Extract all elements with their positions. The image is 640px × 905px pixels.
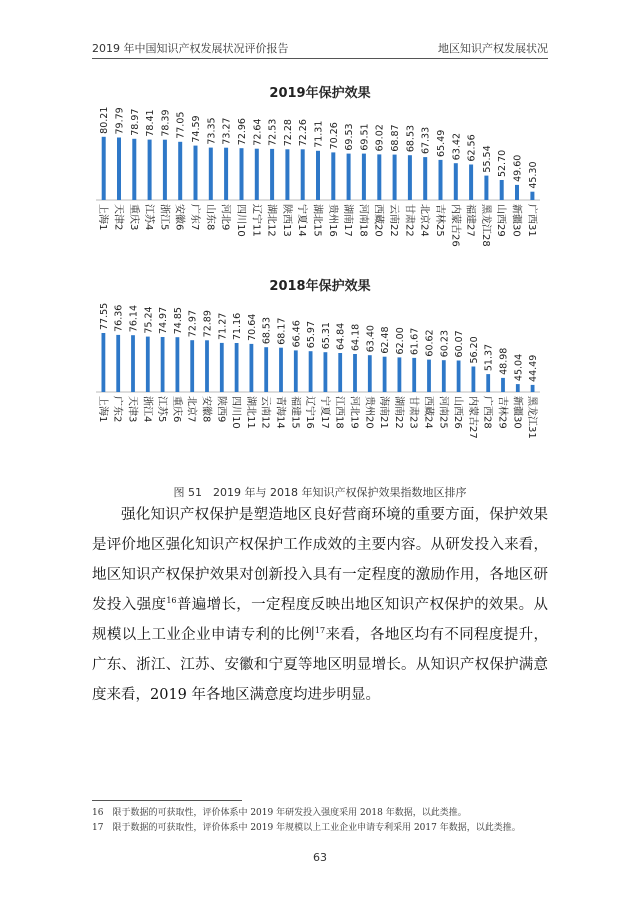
bar — [486, 374, 490, 392]
bar — [472, 367, 476, 393]
category-label: 安徽8 — [200, 396, 212, 423]
data-label: 45.30 — [527, 161, 539, 189]
bar — [220, 343, 224, 392]
chart-2018-protection-effect — [88, 292, 548, 462]
bar — [117, 138, 121, 201]
bar — [331, 152, 335, 200]
bar — [235, 343, 239, 392]
data-label: 73.27 — [221, 117, 233, 145]
category-label: 辽宁11 — [250, 204, 262, 237]
category-label: 浙江5 — [158, 204, 170, 231]
category-label: 甘肃22 — [403, 204, 415, 237]
category-label: 北京7 — [185, 396, 197, 423]
data-label: 48.98 — [498, 347, 510, 375]
category-label: 湖南17 — [342, 204, 354, 237]
body-text-part-2: 普遍增长，一定程度反映出地区知识产权保护的效果。从规模以上工业企业申请专利的比例 — [92, 597, 549, 643]
category-label: 广西28 — [481, 396, 493, 429]
category-label: 湖北11 — [244, 396, 256, 429]
category-label: 湖北12 — [265, 204, 277, 237]
footnote-16: 16 限于数据的可获取性，评价体系中 2019 年研发投入强度采用 2018 年数据，以此类推。 — [92, 808, 467, 818]
category-label: 吉林29 — [496, 396, 508, 429]
bar — [439, 160, 443, 200]
data-label: 60.23 — [439, 330, 451, 358]
chart-2019-title: 2019年保护效果 — [269, 86, 371, 101]
category-label: 广东7 — [189, 204, 201, 231]
data-label: 72.89 — [202, 310, 214, 338]
category-label: 吉林25 — [433, 204, 445, 237]
data-label: 62.00 — [394, 327, 406, 355]
data-label: 74.97 — [158, 306, 170, 335]
data-label: 78.39 — [160, 109, 172, 137]
bar — [148, 140, 152, 200]
bar — [324, 352, 328, 392]
bar — [484, 176, 488, 200]
bar — [412, 358, 416, 392]
footnote-divider — [92, 800, 242, 801]
category-label: 重庆6 — [170, 396, 182, 423]
category-label: 广西31 — [525, 204, 537, 237]
bar — [146, 337, 150, 392]
bar — [347, 154, 351, 200]
category-label: 陕西9 — [215, 396, 227, 423]
bar — [515, 185, 519, 200]
bar — [531, 385, 535, 392]
category-label: 宁夏17 — [318, 396, 330, 429]
category-label: 贵州16 — [326, 204, 338, 237]
category-label: 安徽6 — [173, 204, 185, 231]
data-label: 74.59 — [191, 115, 203, 143]
bar — [178, 142, 182, 200]
category-label: 福建27 — [464, 204, 476, 237]
category-label: 黑龙江28 — [479, 204, 491, 247]
category-label: 辽宁16 — [304, 396, 316, 429]
bar — [309, 351, 313, 392]
bar — [338, 353, 342, 392]
bar — [294, 350, 298, 392]
data-label: 78.41 — [145, 109, 157, 137]
bar — [264, 347, 268, 392]
bar — [285, 149, 289, 200]
data-label: 65.97 — [306, 320, 318, 349]
category-label: 河南25 — [437, 396, 449, 429]
bar — [102, 137, 106, 200]
data-label: 68.53 — [261, 316, 273, 345]
bar — [131, 335, 135, 392]
bar — [250, 344, 254, 392]
category-label: 湖北15 — [311, 204, 323, 237]
bar — [457, 361, 461, 393]
bar — [116, 335, 120, 392]
data-label: 77.05 — [175, 111, 187, 139]
bar — [353, 354, 357, 392]
bar — [516, 384, 520, 392]
body-paragraph — [92, 500, 548, 710]
category-label: 河北9 — [219, 204, 231, 231]
data-label: 67.33 — [420, 126, 432, 155]
bar — [469, 165, 473, 201]
bar — [176, 337, 180, 392]
data-label: 69.02 — [374, 124, 386, 152]
bar — [454, 163, 458, 200]
bar — [102, 333, 106, 392]
bar — [427, 360, 431, 392]
bar — [270, 149, 274, 200]
bar — [500, 180, 504, 200]
bar — [209, 148, 213, 200]
category-label: 福建15 — [289, 396, 301, 429]
category-label: 河北19 — [348, 396, 360, 429]
bar — [501, 378, 505, 392]
category-label: 四川10 — [230, 396, 242, 429]
data-label: 55.54 — [481, 145, 493, 173]
footnote-17: 17 限于数据的可获取性，评价体系中 2019 年规模以上工业企业申请专利采用 2017 年数据，以此类推。 — [92, 823, 521, 833]
data-label: 69.51 — [359, 123, 371, 151]
category-label: 内蒙古27 — [466, 396, 478, 439]
data-label: 64.84 — [335, 322, 347, 350]
category-label: 河南18 — [357, 204, 369, 237]
data-label: 76.36 — [113, 304, 125, 332]
figure-caption: 图 51 2019 年与 2018 年知识产权保护效果指数地区排序 — [173, 486, 467, 499]
data-label: 74.85 — [172, 307, 184, 335]
category-label: 甘肃23 — [407, 396, 419, 429]
category-label: 江西18 — [333, 396, 345, 429]
data-label: 64.18 — [350, 323, 362, 352]
data-label: 45.04 — [513, 353, 525, 382]
category-label: 浙江4 — [141, 396, 153, 423]
category-label: 内蒙古26 — [449, 204, 461, 247]
data-label: 44.49 — [528, 354, 540, 382]
body-text-part-3: 来看，各地区均有不同程度提升，广东、浙江、江苏、安徽和宁夏等地区明显增长。从知识产权保护满意度来看，2019 年各地区满意度均进步明显。 — [92, 627, 548, 703]
bar — [132, 139, 136, 200]
category-label: 宁夏14 — [296, 204, 308, 237]
bar — [362, 154, 366, 200]
bar — [377, 154, 381, 200]
category-label: 广东2 — [111, 396, 123, 423]
data-label: 75.24 — [143, 306, 155, 334]
category-label: 海南21 — [378, 396, 390, 429]
data-label: 72.97 — [187, 309, 199, 338]
data-label: 72.28 — [282, 119, 294, 147]
data-label: 65.31 — [320, 322, 332, 350]
bar — [530, 192, 534, 200]
category-label: 上海1 — [96, 396, 108, 423]
data-label: 78.97 — [129, 108, 141, 136]
data-label: 61.67 — [409, 327, 421, 355]
category-label: 山东8 — [204, 204, 216, 231]
body-text — [92, 500, 548, 710]
category-label: 上海1 — [97, 204, 109, 231]
header-divider — [92, 58, 548, 59]
bar — [205, 340, 209, 392]
data-label: 62.48 — [380, 326, 392, 354]
category-label: 四川10 — [234, 204, 246, 237]
footnote-ref-17[interactable]: 17 — [314, 626, 326, 636]
data-label: 49.60 — [512, 154, 524, 182]
category-label: 西藏24 — [422, 396, 434, 429]
category-label: 新疆30 — [510, 204, 522, 237]
bar — [224, 148, 228, 200]
data-label: 68.87 — [390, 124, 402, 152]
bar — [161, 337, 165, 392]
body-text-part-1: 强化知识产权保护是塑造地区良好营商环境的重要方面，保护效果是评价地区强化知识产权保护工作成效的主要内容。从研发投入来看，地区知识产权保护效果对创新投入具有一定程度的激励作用，各地区研发投入强度 — [92, 507, 548, 613]
data-label: 80.21 — [99, 106, 111, 134]
data-label: 72.26 — [298, 119, 310, 147]
page-number: 63 — [313, 851, 327, 864]
running-header-right: 地区知识产权发展状况 — [438, 42, 548, 55]
chart-2019-protection-effect — [88, 100, 548, 260]
category-label: 山西26 — [452, 396, 464, 429]
data-label: 52.70 — [497, 149, 509, 178]
category-label: 江苏4 — [143, 204, 155, 231]
bar — [393, 155, 397, 200]
category-label: 西藏20 — [372, 204, 384, 237]
footnote-ref-16[interactable]: 16 — [166, 596, 177, 606]
data-label: 72.96 — [236, 118, 248, 146]
data-label: 51.37 — [483, 343, 495, 372]
category-label: 天津3 — [126, 396, 138, 423]
bar — [163, 140, 167, 200]
data-label: 65.49 — [435, 129, 447, 157]
category-label: 贵州20 — [363, 396, 375, 429]
data-label: 71.16 — [232, 312, 244, 341]
data-label: 73.35 — [206, 117, 218, 145]
chart-2018-title: 2018年保护效果 — [269, 279, 371, 294]
category-label: 云南22 — [388, 204, 400, 237]
bar — [383, 357, 387, 392]
category-label: 重庆3 — [127, 204, 139, 231]
data-label: 70.64 — [246, 313, 258, 341]
category-label: 青海14 — [274, 396, 286, 429]
bar — [408, 155, 412, 200]
running-header-left: 2019 年中国知识产权发展状况评价报告 — [92, 42, 289, 55]
bar — [301, 149, 305, 200]
bar — [316, 151, 320, 200]
bar — [398, 357, 402, 392]
data-label: 68.17 — [276, 317, 288, 345]
bar — [423, 157, 427, 200]
category-label: 北京24 — [418, 204, 430, 237]
bar — [279, 348, 283, 392]
data-label: 60.62 — [424, 329, 436, 357]
category-label: 江苏5 — [156, 396, 168, 423]
bar — [442, 360, 446, 392]
data-label: 79.79 — [114, 107, 126, 135]
data-label: 68.53 — [405, 124, 417, 153]
data-label: 70.26 — [328, 122, 340, 150]
bar — [255, 149, 259, 200]
category-label: 新疆30 — [511, 396, 523, 429]
data-label: 63.40 — [365, 325, 377, 353]
bar — [190, 340, 194, 392]
bar — [368, 355, 372, 392]
category-label: 天津2 — [112, 204, 124, 231]
data-label: 63.42 — [451, 132, 463, 161]
data-label: 76.14 — [128, 305, 140, 333]
data-label: 72.64 — [252, 118, 264, 146]
bar — [240, 148, 244, 200]
data-label: 62.56 — [466, 134, 478, 162]
category-label: 云南12 — [259, 396, 271, 429]
category-label: 黑龙江31 — [526, 396, 538, 439]
data-label: 72.53 — [267, 118, 279, 146]
data-label: 77.55 — [98, 302, 110, 330]
category-label: 湖南22 — [392, 396, 404, 429]
category-label: 陕西13 — [280, 204, 292, 237]
data-label: 60.07 — [454, 330, 466, 358]
category-label: 山西29 — [495, 204, 507, 237]
data-label: 56.20 — [468, 336, 480, 364]
data-label: 71.27 — [217, 312, 229, 340]
bar — [194, 146, 198, 200]
data-label: 69.53 — [344, 123, 356, 151]
data-label: 71.31 — [313, 120, 325, 148]
data-label: 66.46 — [291, 320, 303, 348]
